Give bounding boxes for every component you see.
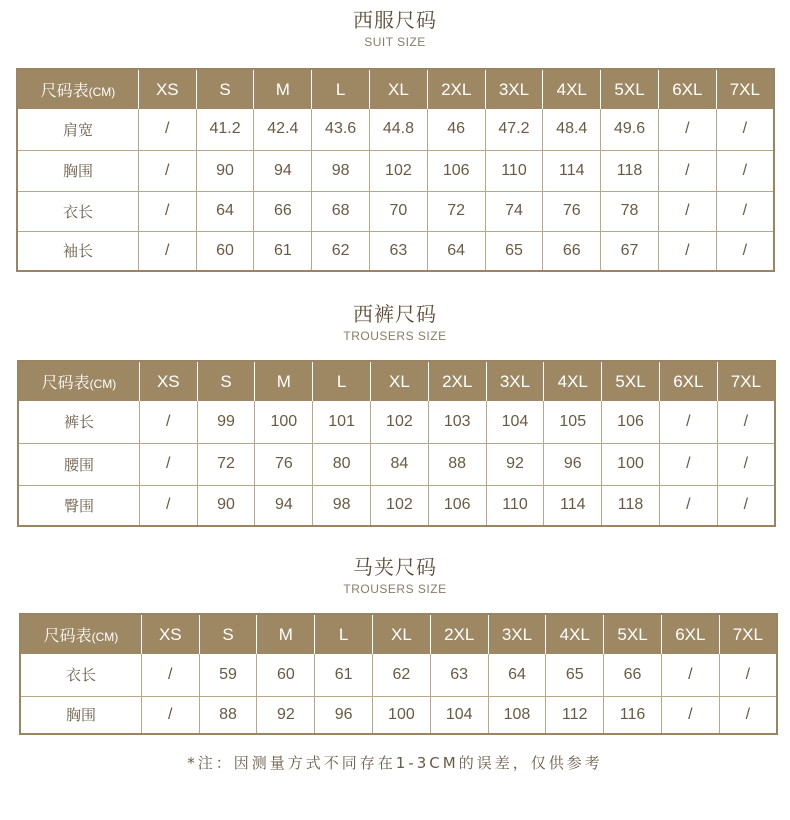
table-cell: /	[716, 150, 774, 191]
suit-title-en: SUIT SIZE	[364, 35, 426, 49]
table-cell: /	[141, 654, 199, 696]
size-header-2xl: 2XL	[428, 361, 486, 401]
table-cell: 76	[255, 443, 313, 485]
trousers-section-title	[0, 302, 790, 344]
size-header-3xl: 3XL	[488, 614, 546, 654]
header-label-text: 尺码表	[40, 83, 89, 100]
table-cell: 88	[428, 443, 486, 485]
size-header-xl: XL	[371, 361, 429, 401]
header-row	[20, 614, 777, 654]
table-cell: /	[745, 705, 751, 723]
table-cell: /	[719, 654, 777, 696]
size-header-4xl: 4XL	[546, 614, 604, 654]
table-cell: /	[658, 150, 716, 191]
row-label: 臀围	[18, 485, 139, 526]
vest-section-title	[0, 555, 790, 597]
table-cell: 64	[427, 231, 485, 271]
trousers-title-en: TROUSERS SIZE	[343, 329, 447, 343]
size-header-m: M	[254, 69, 312, 109]
table-cell: /	[716, 191, 774, 231]
size-header-5xl: 5XL	[602, 361, 660, 401]
table-cell: 66	[604, 654, 662, 696]
size-header-xs: XS	[141, 614, 199, 654]
table-cell: 42.4	[254, 109, 312, 150]
vest-title-zh: 马夹尺码	[353, 555, 437, 579]
table-cell: 112	[546, 696, 604, 734]
header-unit-text: (CM)	[91, 630, 119, 644]
size-header-s: S	[196, 69, 254, 109]
table-cell: 103	[428, 401, 486, 443]
table-cell: 118	[602, 485, 660, 526]
header-size-chart-label	[20, 614, 141, 654]
table-cell: 78	[601, 191, 659, 231]
row-label: 袖长	[17, 231, 138, 271]
table-cell: 106	[427, 150, 485, 191]
table-cell: 68	[312, 191, 370, 231]
suit-section-title	[0, 8, 790, 50]
table-cell: 44.8	[370, 109, 428, 150]
size-header-xs: XS	[139, 361, 197, 401]
table-cell: /	[138, 150, 196, 191]
table-cell: 62	[312, 231, 370, 271]
header-label-text: 尺码表	[41, 375, 90, 392]
table-cell: 65	[546, 654, 604, 696]
size-header-6xl: 6XL	[661, 614, 719, 654]
size-header-xl: XL	[370, 69, 428, 109]
table-cell: /	[139, 443, 197, 485]
table-cell: 61	[254, 231, 312, 271]
table-cell: /	[742, 241, 748, 259]
table-cell: 114	[544, 485, 602, 526]
table-cell: 80	[313, 443, 371, 485]
row-label: 裤长	[18, 401, 139, 443]
table-cell: 62	[373, 654, 431, 696]
table-cell: 66	[254, 191, 312, 231]
table-cell: 96	[315, 696, 373, 734]
table-cell: /	[717, 443, 775, 485]
table-row	[18, 443, 775, 485]
size-header-2xl: 2XL	[430, 614, 488, 654]
table-cell: /	[138, 231, 196, 271]
table-cell: 49.6	[601, 109, 659, 150]
table-cell: 76	[543, 191, 601, 231]
table-cell: 46	[427, 109, 485, 150]
suit-size-table	[16, 68, 775, 272]
table-row	[17, 191, 774, 231]
table-cell: 48.4	[543, 109, 601, 150]
table-cell: 102	[371, 401, 429, 443]
vest-title-en: TROUSERS SIZE	[343, 582, 447, 596]
table-cell: 104	[430, 696, 488, 734]
size-header-4xl: 4XL	[543, 69, 601, 109]
header-size-chart-label	[18, 361, 139, 401]
size-header-m: M	[255, 361, 313, 401]
table-cell: /	[139, 485, 197, 526]
table-cell: 98	[313, 485, 371, 526]
table-cell: 88	[199, 696, 257, 734]
table-cell: 61	[315, 654, 373, 696]
table-cell: 47.2	[485, 109, 543, 150]
table-cell: 90	[196, 150, 254, 191]
table-cell: 70	[370, 191, 428, 231]
measurement-note: *注：因测量方式不同存在1-3CM的误差，仅供参考	[187, 754, 603, 772]
row-label: 衣长	[17, 191, 138, 231]
size-header-s: S	[197, 361, 255, 401]
table-cell: 104	[486, 401, 544, 443]
table-cell: 41.2	[196, 109, 254, 150]
table-cell: 110	[485, 150, 543, 191]
table-cell: /	[658, 231, 716, 271]
table-cell: 72	[427, 191, 485, 231]
size-header-6xl: 6XL	[658, 69, 716, 109]
header-size-chart-label	[17, 69, 138, 109]
table-cell: /	[717, 401, 775, 443]
size-header-xl: XL	[373, 614, 431, 654]
table-cell: 116	[604, 696, 662, 734]
table-cell: /	[659, 401, 717, 443]
header-label-text: 尺码表	[43, 628, 92, 645]
table-cell: /	[138, 109, 196, 150]
table-cell: 102	[370, 150, 428, 191]
table-cell: 102	[371, 485, 429, 526]
table-cell: 72	[197, 443, 255, 485]
size-header-l: L	[315, 614, 373, 654]
table-row	[17, 150, 774, 191]
table-cell: 110	[486, 485, 544, 526]
table-cell: 118	[601, 150, 659, 191]
table-cell: 60	[257, 654, 315, 696]
size-header-m: M	[257, 614, 315, 654]
trousers-title-zh: 西裤尺码	[353, 302, 437, 326]
size-header-2xl: 2XL	[427, 69, 485, 109]
table-cell: 99	[197, 401, 255, 443]
table-cell: 108	[488, 696, 546, 734]
size-header-3xl: 3XL	[485, 69, 543, 109]
table-cell: /	[658, 109, 716, 150]
table-cell: 96	[544, 443, 602, 485]
table-cell: /	[716, 109, 774, 150]
table-cell: /	[139, 401, 197, 443]
table-cell: 59	[199, 654, 257, 696]
table-cell: 105	[544, 401, 602, 443]
size-header-s: S	[199, 614, 257, 654]
table-cell: 100	[255, 401, 313, 443]
table-cell: 94	[254, 150, 312, 191]
row-label: 衣长	[20, 654, 141, 696]
table-cell: /	[659, 443, 717, 485]
header-unit-text: (CM)	[88, 85, 116, 99]
table-cell: 92	[257, 696, 315, 734]
size-header-7xl: 7XL	[716, 69, 774, 109]
size-header-5xl: 5XL	[604, 614, 662, 654]
table-cell: 60	[196, 231, 254, 271]
table-cell: 66	[543, 231, 601, 271]
table-cell: 98	[312, 150, 370, 191]
table-cell: 84	[371, 443, 429, 485]
row-label: 肩宽	[17, 109, 138, 150]
size-header-xs: XS	[138, 69, 196, 109]
trousers-size-table	[17, 360, 776, 527]
size-header-7xl: 7XL	[719, 614, 777, 654]
table-cell: 100	[602, 443, 660, 485]
table-row	[17, 109, 774, 150]
table-cell: 100	[373, 696, 431, 734]
table-cell: 114	[543, 150, 601, 191]
table-row	[17, 231, 774, 271]
table-cell: 101	[313, 401, 371, 443]
size-header-7xl: 7XL	[717, 361, 775, 401]
size-header-l: L	[313, 361, 371, 401]
table-cell: 106	[602, 401, 660, 443]
table-cell: 63	[370, 231, 428, 271]
size-header-3xl: 3XL	[486, 361, 544, 401]
table-cell: /	[661, 696, 719, 734]
suit-title-zh: 西服尺码	[353, 8, 437, 32]
table-cell: 67	[601, 231, 659, 271]
table-cell: /	[138, 191, 196, 231]
table-row	[20, 696, 777, 734]
size-header-5xl: 5XL	[601, 69, 659, 109]
table-cell: /	[658, 191, 716, 231]
table-row	[20, 654, 777, 696]
vest-size-table	[19, 613, 778, 735]
header-row	[18, 361, 775, 401]
table-cell: 63	[430, 654, 488, 696]
size-header-6xl: 6XL	[659, 361, 717, 401]
table-row	[18, 485, 775, 526]
table-cell: 74	[485, 191, 543, 231]
row-label: 胸围	[17, 150, 138, 191]
row-label: 腰围	[18, 443, 139, 485]
table-cell: 43.6	[312, 109, 370, 150]
table-row	[18, 401, 775, 443]
table-cell: 94	[255, 485, 313, 526]
table-cell: 64	[196, 191, 254, 231]
table-cell: 90	[197, 485, 255, 526]
size-header-4xl: 4XL	[544, 361, 602, 401]
table-cell: 92	[486, 443, 544, 485]
table-cell: 65	[485, 231, 543, 271]
table-cell: /	[659, 485, 717, 526]
table-cell: 106	[428, 485, 486, 526]
table-cell: /	[141, 696, 199, 734]
table-cell: /	[743, 496, 749, 514]
row-label: 胸围	[20, 696, 141, 734]
table-cell: 64	[488, 654, 546, 696]
header-unit-text: (CM)	[89, 377, 117, 391]
header-row	[17, 69, 774, 109]
size-header-l: L	[312, 69, 370, 109]
table-cell: /	[661, 654, 719, 696]
